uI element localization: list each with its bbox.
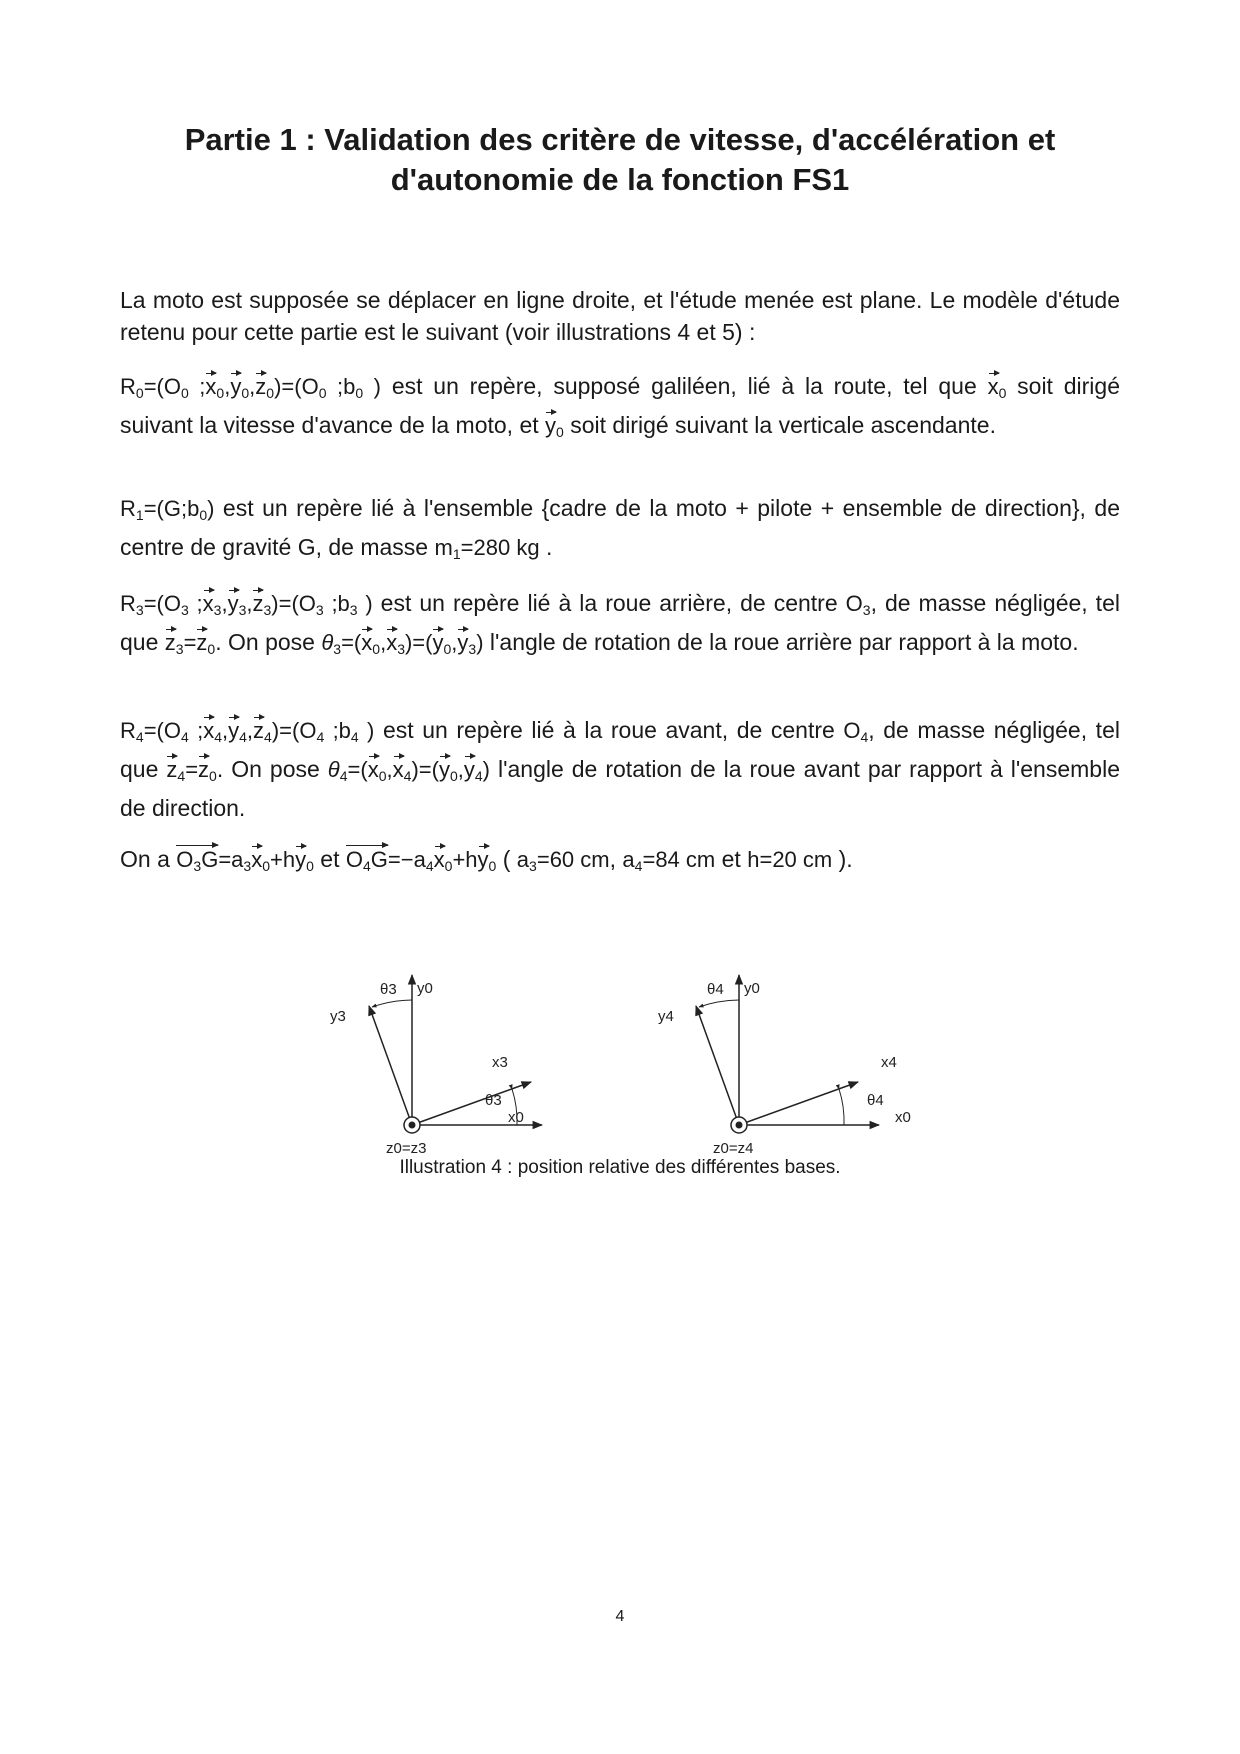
r4-text-2: , de masse négligée, tel que xyxy=(120,717,1120,782)
r0-formula: $R_0=(O_0$ $;x_0,y_0,z_0)=(O_0$ $;b_0$ ) xyxy=(120,374,381,399)
label-theta3-top: θ3 xyxy=(380,981,397,998)
and-label: et xyxy=(313,846,346,872)
origin-o4-dot-icon xyxy=(736,1122,743,1129)
label-theta4-bottom: θ4 xyxy=(867,1092,884,1109)
label-y0-left: y0 xyxy=(417,980,433,997)
label-x3: x3 xyxy=(492,1054,508,1071)
page-title xyxy=(100,120,1140,200)
r0-definition xyxy=(120,370,1120,448)
theta4-top-arc xyxy=(699,1000,739,1007)
label-theta4-top: θ4 xyxy=(707,981,724,998)
z4-equals-z0: $z_4=z_0$ xyxy=(166,757,216,782)
o3g-formula: $O_3G=a_3x_0+hy_0$ xyxy=(176,847,314,872)
z3-equals-z0: $z_3=z_0$ xyxy=(165,630,215,655)
r3-formula: $R_3=(O_3$ $;x_3,y_3,z_3)=(O_3$ $;b_3$ ) xyxy=(120,591,373,616)
r4-definition xyxy=(120,714,1120,824)
label-y4: y4 xyxy=(658,1008,674,1025)
r3-text-4: l'angle de rotation de la roue arrière par rapport à la moto. xyxy=(483,629,1079,655)
r1-definition xyxy=(120,492,1120,570)
h-formula: h=20 cm xyxy=(747,847,833,872)
x0-vector: $x_0$ xyxy=(988,374,1007,399)
page-number: 4 xyxy=(615,1608,625,1625)
origin-o3-dot-icon xyxy=(409,1122,416,1129)
label-x0-left: x0 xyxy=(508,1109,524,1126)
m1-value: 280 xyxy=(473,535,511,560)
y0-vector: $y_0$ xyxy=(545,413,564,438)
theta4-formula: $\theta_4=(x_0,x_4)=(y_0,y_4)$ xyxy=(328,757,490,782)
label-z0-z3: z0=z3 xyxy=(386,1140,427,1157)
a3-formula: $a_3=60$ cm xyxy=(516,847,610,874)
bases-diagram xyxy=(330,955,930,1165)
r4-text-3: . On pose xyxy=(216,756,328,782)
x4-axis xyxy=(739,1082,858,1125)
r3-text-2: , de masse négligée, tel que xyxy=(120,590,1120,655)
dimensions-line: On a $O_3G=a_3x_0+hy_0$ et $O_4G=-a_4x_0+hy_0$ ( $a_3=60$ cm, $a_4=84$ cm et h=20 cm ). xyxy=(120,843,1120,882)
r1-formula: $R_1=(G;b_0)$ xyxy=(120,496,215,523)
figure-caption: Illustration 4 : position relative des différentes bases. xyxy=(399,1157,841,1178)
y4-axis xyxy=(696,1006,739,1125)
h-unit: cm xyxy=(802,847,833,872)
left-basis-diagram xyxy=(330,975,542,1157)
r3-text-1: est un repère lié à la roue arrière, de centre xyxy=(372,590,846,616)
h-value: 20 xyxy=(772,847,797,872)
y3-axis xyxy=(369,1006,412,1125)
theta4-bottom-arc xyxy=(839,1089,844,1125)
r0-text-3: soit dirigé suivant la verticale ascendante. xyxy=(563,412,996,438)
a4-unit: cm xyxy=(685,847,716,872)
a4-formula: $a_4=84$ cm xyxy=(622,847,716,874)
intro-paragraph: La moto est supposée se déplacer en ligne droite, et l'étude menée est plane. Le modèle d'étude retenu pour cette partie est le suivant (voir illustrations 4 et 5) : xyxy=(120,287,1120,345)
theta3-top-arc xyxy=(372,1000,412,1007)
r3-definition xyxy=(120,587,1120,665)
label-x4: x4 xyxy=(881,1054,897,1071)
r1-end: . xyxy=(539,534,553,560)
r4-text-1: est un repère lié à la roue avant, de centre xyxy=(374,717,844,743)
r1-text-1: est un repère lié à l'ensemble {cadre de la moto + pilote + ensemble de direction}, de centre de gravité G, de masse xyxy=(120,495,1120,560)
r4-text-4: l'angle de rotation de la roue avant par rapport à l'ensemble de direction. xyxy=(120,756,1120,821)
label-y3: y3 xyxy=(330,1008,346,1025)
right-basis-diagram xyxy=(658,975,911,1157)
title-line-1: Partie 1 : Validation des critère de vitesse, d'accélération et xyxy=(184,122,1056,157)
r4-formula: $R_4=(O_4$ $;x_4,y_4,z_4)=(O_4$ $;b_4$ ) xyxy=(120,718,374,743)
label-z0-z4: z0=z4 xyxy=(713,1140,754,1157)
m1-unit: kg xyxy=(516,535,540,560)
r0-text-2: soit dirigé suivant la vitesse d'avance de la moto, et xyxy=(120,373,1121,438)
theta3-formula: $\theta_3=(x_0,x_3)=(y_0,y_3)$ xyxy=(321,630,483,655)
a4-value: 84 xyxy=(655,847,680,872)
a3-unit: cm xyxy=(580,847,610,872)
label-y0-right: y0 xyxy=(744,980,760,997)
title-line-2: d'autonomie de la fonction FS1 xyxy=(390,162,850,197)
m1-formula: $m_1=280$ kg xyxy=(434,535,540,562)
r0-text-1: est un repère, supposé galiléen, lié à la route, tel que xyxy=(381,373,988,399)
o4g-formula: $O_4G=-a_4x_0+hy_0$ xyxy=(346,847,496,872)
on-a-label: On a xyxy=(120,846,177,872)
and-label-2: et xyxy=(721,846,748,872)
o4-symbol: $O_4$ xyxy=(843,718,869,745)
a3-value: 60 xyxy=(549,847,575,872)
label-x0-right: x0 xyxy=(895,1109,911,1126)
label-theta3-bottom: θ3 xyxy=(485,1092,502,1109)
o3-symbol: $O_3$ xyxy=(845,591,871,618)
r3-text-3: . On pose xyxy=(215,629,322,655)
